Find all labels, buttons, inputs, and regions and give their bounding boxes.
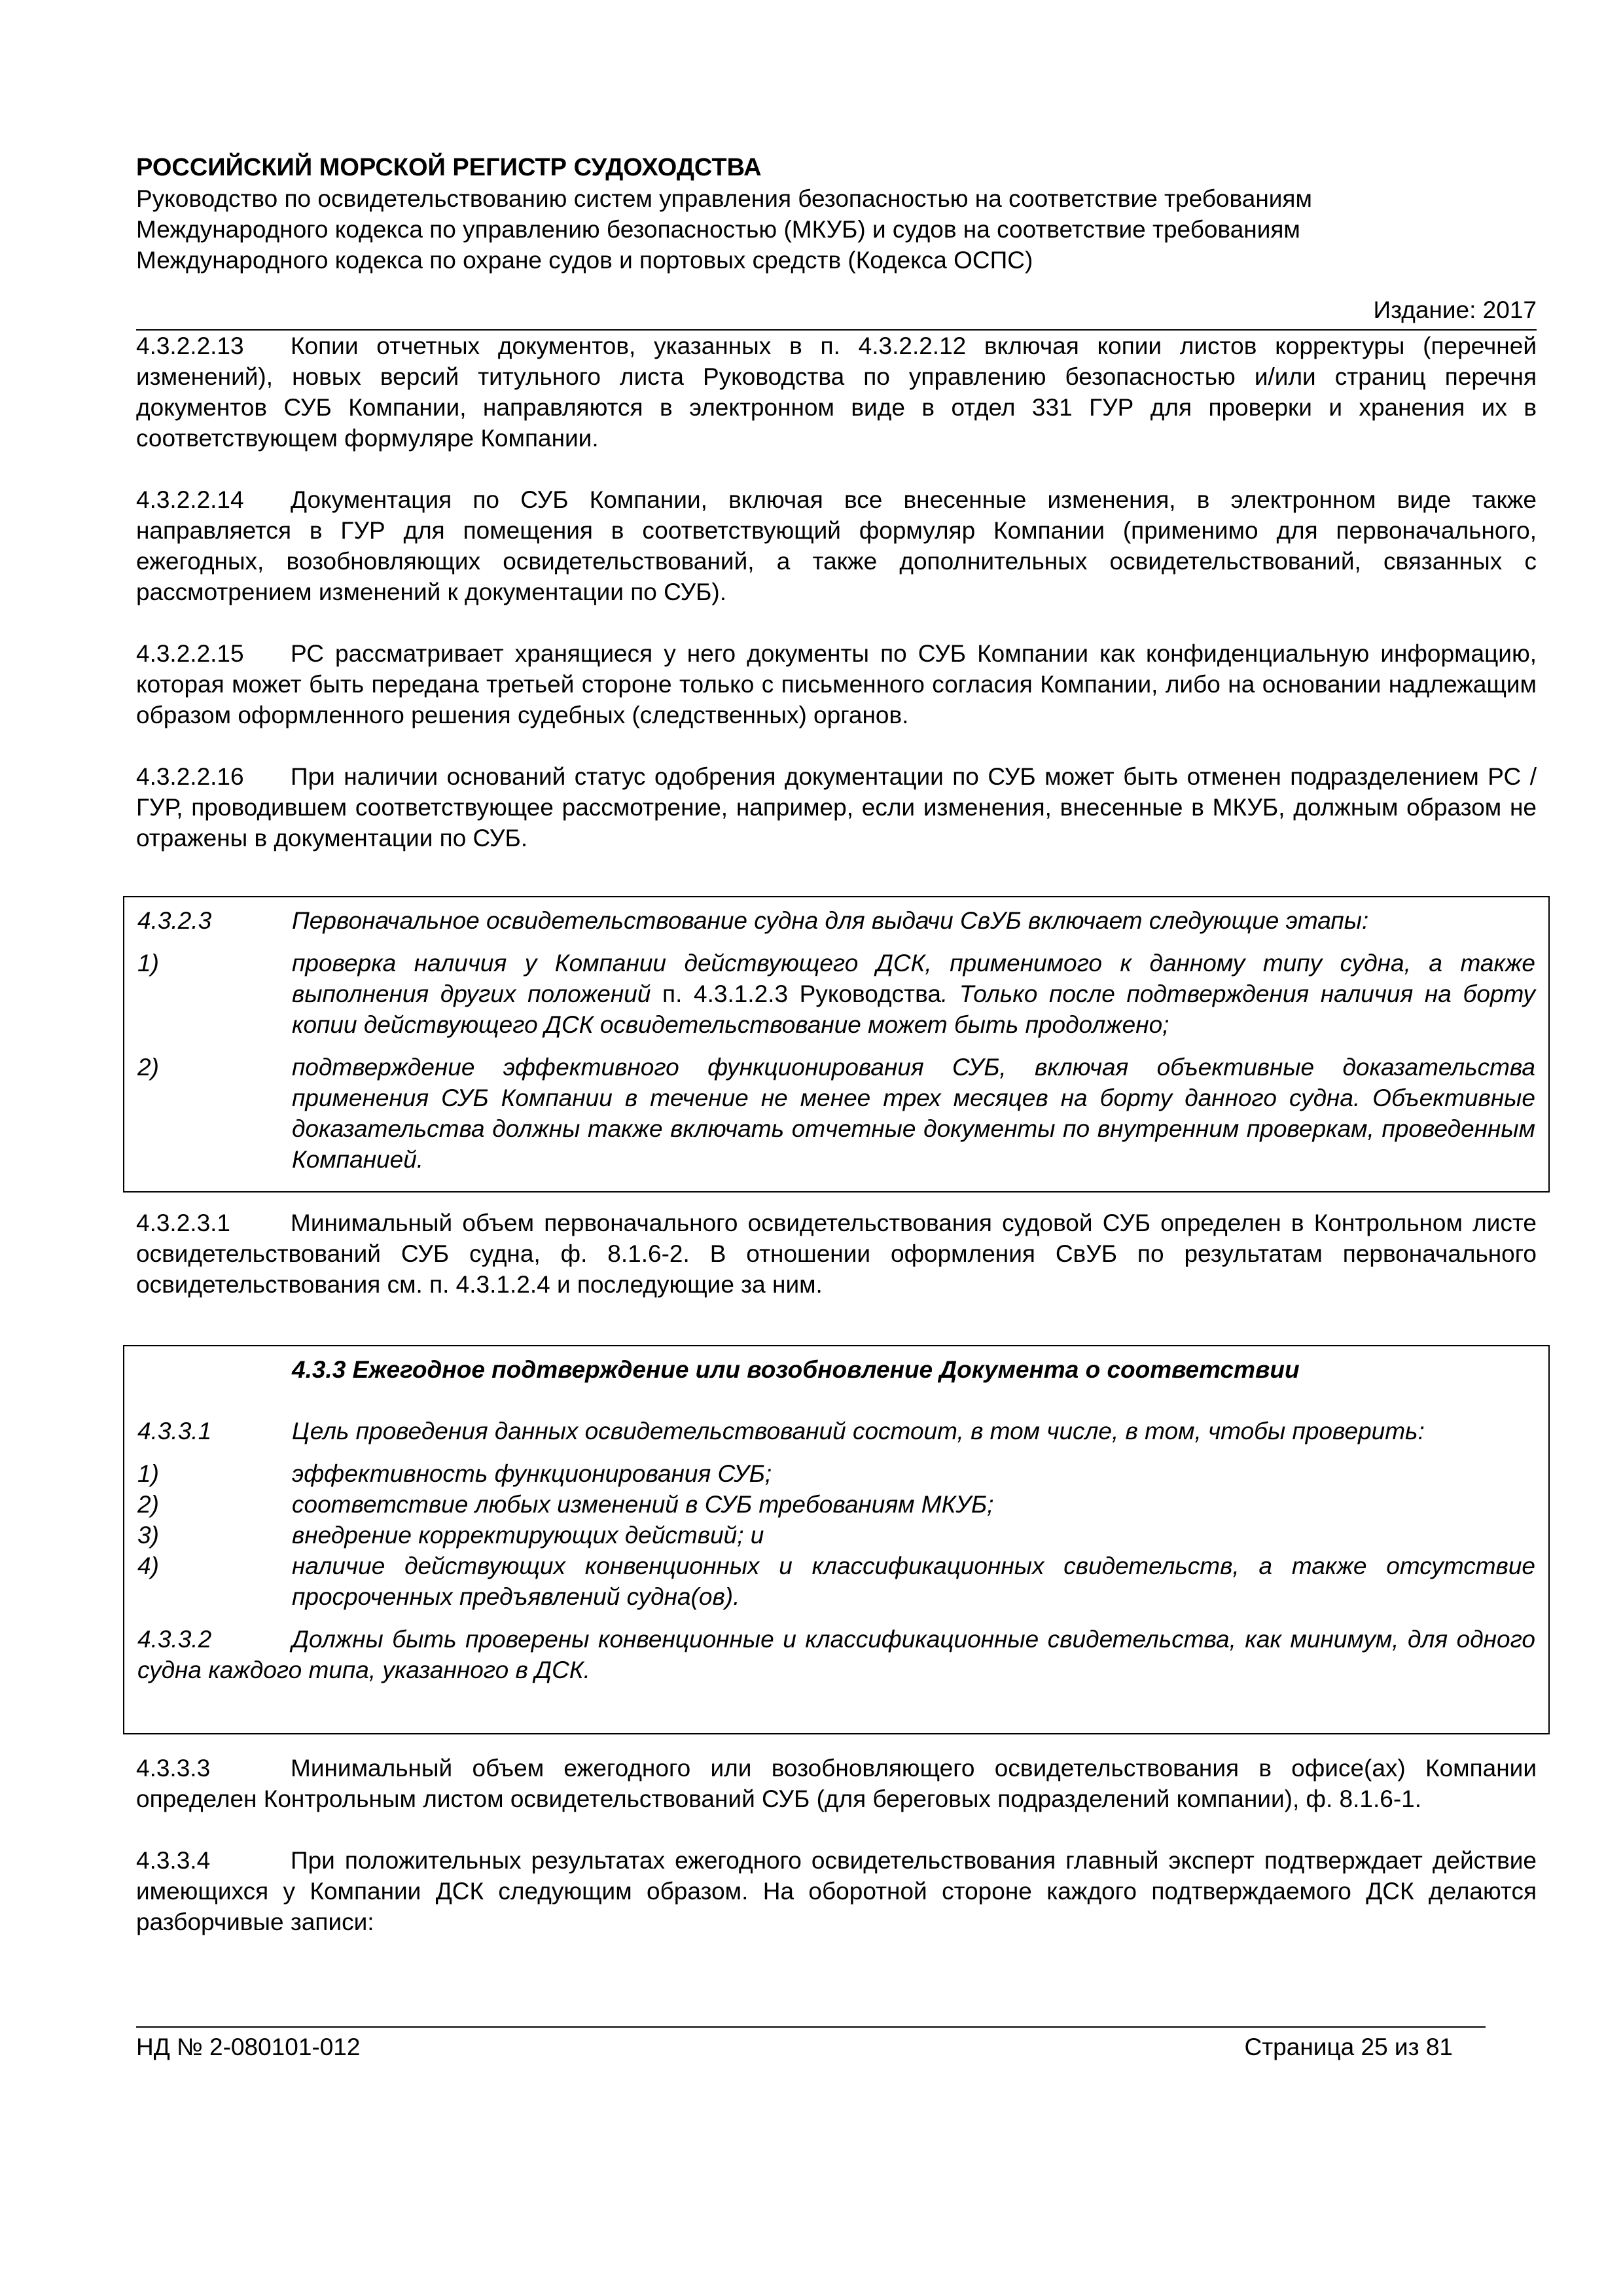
list-item-label: 1) <box>137 950 159 977</box>
organization-title: РОССИЙСКИЙ МОРСКОЙ РЕГИСТР СУДОХОДСТВА <box>136 154 762 181</box>
list-item-label: 1) <box>137 1460 159 1487</box>
paragraph-text: При наличии оснований статус одобрения документации по СУБ может быть отменен подразделением РС / ГУР, проводившем соответствующее рассмотрение, например, если изменения, внесенные в МКУБ, должным образом не отражены в документации по СУБ. <box>136 763 1537 852</box>
document-title-line-3: Международного кодекса по охране судов и портовых средств (Кодекса ОСПС) <box>136 247 1033 274</box>
paragraph-text: Цель проведения данных освидетельствований состоит, в том числе, в том, чтобы проверить: <box>292 1418 1425 1444</box>
paragraph-text: Копии отчетных документов, указанных в п. 4.3.2.2.12 включая копии листов корректуры (перечней изменений), новых версий титульного листа Руководства по управлению безопасностью и/или страниц перечня документов СУБ Компании, направляются в электронном виде в отдел 331 ГУР для проверки и хранения их в соответствующем формуляре Компании. <box>136 332 1537 452</box>
list-item <box>137 1052 1535 1175</box>
paragraph-4-3-3-1 <box>137 1416 1535 1446</box>
document-title-line-2: Международного кодекса по управлению безопасностью (МКУБ) и судов на соответствие требованиям <box>136 216 1300 243</box>
list-item <box>137 1551 1535 1612</box>
paragraph-4-3-3-2 <box>137 1624 1535 1685</box>
paragraph-4-3-2-2-15 <box>136 638 1537 730</box>
paragraph-4-3-2-3-1 <box>136 1208 1537 1300</box>
paragraph-4-3-2-3-1-block <box>136 1208 1537 1300</box>
footer-page-number: Страница 25 из 81 <box>1244 2034 1453 2060</box>
section-heading: 4.3.3 Ежегодное подтверждение или возобновление Документа о соответствии <box>292 1356 1300 1383</box>
paragraph-number: 4.3.2.2.16 <box>136 763 244 790</box>
list-item-text: подтверждение эффективного функционирования СУБ, включая объективные доказательства применения СУБ Компании в течение не менее трех месяцев на борту данного судна. Объективные доказательства должны также включать отчетные документы по внутренним проверкам, проведенным Компанией. <box>292 1054 1535 1173</box>
list-item-text-part: . Только после подтверждения наличия на борту копии действующего ДСК освидетельствование может быть продолжено; <box>292 980 1535 1038</box>
paragraph-4-3-2-2-14 <box>136 484 1537 607</box>
list-item <box>137 1458 1535 1489</box>
paragraph-number: 4.3.2.2.14 <box>136 486 244 513</box>
list-item-label: 2) <box>137 1491 159 1518</box>
document-header <box>136 152 1537 276</box>
footer-document-number: НД № 2-080101-012 <box>136 2034 361 2060</box>
list-item-text: наличие действующих конвенционных и классификационных свидетельств, а также отсутствие просроченных предъявлений судна(ов). <box>292 1552 1535 1610</box>
paragraph-4-3-2-2-16 <box>136 761 1537 853</box>
section-intro-text: Первоначальное освидетельствование судна для выдачи СвУБ включает следующие этапы: <box>292 907 1369 934</box>
paragraph-number: 4.3.3.4 <box>136 1847 211 1874</box>
tail-content <box>136 1753 1537 1937</box>
document-title-line-1: Руководство по освидетельствованию систем управления безопасностью на соответствие требованиям <box>136 185 1312 212</box>
edition-label: Издание: 2017 <box>1373 296 1537 323</box>
paragraph-number: 4.3.3.2 <box>137 1626 212 1653</box>
paragraph-number: 4.3.2.2.15 <box>136 640 244 667</box>
list-item <box>137 1489 1535 1520</box>
framed-section-4-3-3 <box>123 1345 1550 1734</box>
list-item-text: эффективность функционирования СУБ; <box>292 1460 772 1487</box>
paragraph-text: Минимальный объем ежегодного или возобновляющего освидетельствования в офисе(ах) Компании определен Контрольным листом освидетельствований СУБ (для береговых подразделений компании), ф. 8.1.6-1. <box>136 1755 1537 1812</box>
paragraph-4-3-3-3 <box>136 1753 1537 1814</box>
paragraph-text: Должны быть проверены конвенционные и классификационные свидетельства, как минимум, для одного судна каждого типа, указанного в ДСК. <box>137 1626 1535 1683</box>
main-content <box>136 331 1537 853</box>
paragraph-number: 4.3.3.1 <box>137 1418 212 1444</box>
list-item-text: внедрение корректирующих действий; и <box>292 1522 764 1549</box>
section-number: 4.3.2.3 <box>137 907 212 934</box>
paragraph-number: 4.3.3.3 <box>136 1755 211 1782</box>
list-item <box>137 1520 1535 1551</box>
list-item-text: соответствие любых изменений в СУБ требованиям МКУБ; <box>292 1491 994 1518</box>
paragraph-number: 4.3.2.3.1 <box>136 1210 231 1236</box>
list-item-label: 4) <box>137 1552 159 1579</box>
list-item <box>137 948 1535 1040</box>
list-item-text-part: проверка наличия у Компании действующего ДСК, применимого к данному типу судна, а также выполнения других положений <box>292 950 1535 1007</box>
section-intro <box>137 905 1535 936</box>
paragraph-4-3-2-2-13 <box>136 331 1537 454</box>
paragraph-text: Документация по СУБ Компании, включая все внесенные изменения, в электронном виде также направляется в ГУР для помещения в соответствующий формуляр Компании (применимо для первоначального, ежегодных, возобновляющих освидетельствований, а также дополнительных освидетельствований, связанных с рассмотрением изменений к документации по СУБ). <box>136 486 1537 605</box>
paragraph-4-3-3-4 <box>136 1845 1537 1937</box>
framed-section-4-3-2-3 <box>123 896 1550 1193</box>
paragraph-text: При положительных результатах ежегодного освидетельствования главный эксперт подтверждает действие имеющихся у Компании ДСК следующим образом. На оборотной стороне каждого подтверждаемого ДСК делаются разборчивые записи: <box>136 1847 1537 1935</box>
list-item-label: 3) <box>137 1522 159 1549</box>
paragraph-text: Минимальный объем первоначального освидетельствования судовой СУБ определен в Контрольном листе освидетельствований СУБ судна, ф. 8.1.6-2. В отношении оформления СвУБ по результатам первоначального освидетельствования см. п. 4.3.1.2.4 и последующие за ним. <box>136 1210 1537 1298</box>
paragraph-number: 4.3.2.2.13 <box>136 332 244 359</box>
list-item-reference: п. 4.3.1.2.3 Руководства <box>651 980 941 1007</box>
list-item-label: 2) <box>137 1054 159 1081</box>
paragraph-text: РС рассматривает хранящиеся у него документы по СУБ Компании как конфиденциальную информацию, которая может быть передана третьей стороне только с письменного согласия Компании, либо на основании надлежащим образом оформленного решения судебных (следственных) органов. <box>136 640 1537 728</box>
footer-divider <box>136 2026 1486 2028</box>
list-item-text <box>292 948 1535 1040</box>
